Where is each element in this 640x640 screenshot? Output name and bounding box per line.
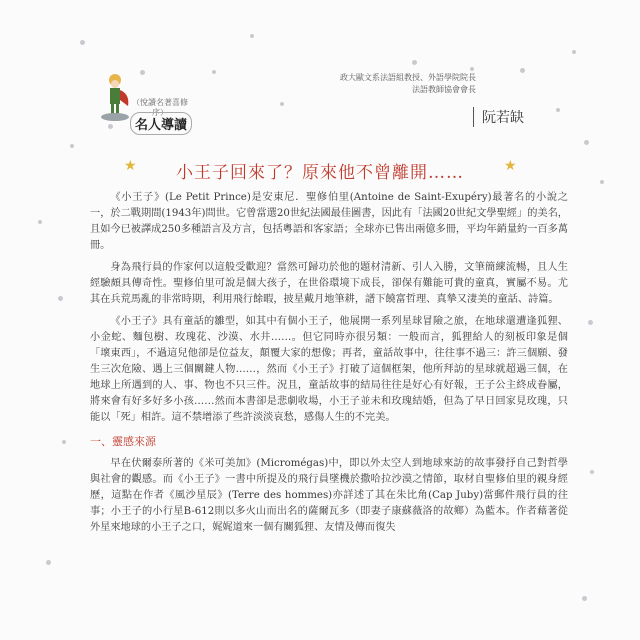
star-icon-right: ★ (504, 158, 517, 174)
author-role-line1: 政大歐文系法語組教授、外語學院院長 (340, 73, 476, 82)
author-name: 阮若缺 (473, 107, 560, 127)
paragraph: 身為飛行員的作家何以這般受歡迎？當然可歸功於他的題材清新、引人入勝，文筆簡練流暢，且人生經驗頗具傳奇性。聖修伯里可說是個大孩子，在世俗環境下成長，卻保有難能可貴的童真，實屬不易。尤其在兵荒馬亂的非常時期，利用飛行餘暇，披星戴月地筆耕，譜下饒富哲理、真摯又淒美的童話、詩篇。 (90, 262, 568, 305)
author-role (276, 72, 476, 96)
article-body (90, 190, 568, 542)
header (100, 72, 560, 152)
page-title: 小王子回來了？原來他不曾離開…… (176, 163, 464, 183)
little-prince-icon (100, 72, 130, 122)
title-row (120, 158, 520, 183)
series-label: （悅讀名著喜修序） (132, 98, 188, 118)
paragraph: 早在伏爾泰所著的《米可美加》(Micromégas)中，即以外太空人到地球來訪的故事發抒自己對哲學與社會的觀感。而《小王子》一書中所提及的飛行員墜機於撒哈拉沙漠之情節，取材自聖修伯里的親身經歷，這點在作者《風沙星辰》(Terre des hommes)亦詳述了其在朱比角(Cap Juby)當郵件飛行員的往事；小王子的小行星B-612則以多火山而出名的薩爾瓦多（即妻子康蘇薇洛的故鄉）為藍本。作者藉著從外星來地球的小王子之口，娓娓道來一個有關狐狸、友情及傳而復失 (90, 458, 568, 533)
star-icon-left: ★ (124, 158, 137, 174)
paragraph: 《小王子》具有童話的雛型，如其中有個小王子，他展開一系列星球冒險之旅，在地球還遭逢狐狸、小金蛇、麵包樹、玫瑰花、沙漠、水井……。但它同時亦很另類：一般而言，狐狸給人的刻板印象是個「壞東西」，不過這兒他卻是位益友，顛覆大家的想像；再者，童話故事中，往往事不過三：許三個願、發生三次危險、遇上三個關鍵人物……，然而《小王子》打破了這個框架，他所拜訪的星球就超過三個，在地球上所遇到的人、事、物也不只三件。況且，童話故事的結局往往是好心有好報，王子公主終成眷屬，將來會有好多好多小孩……然而本書卻是悲劇收場，小王子並未和玫瑰結婚，但為了早日回家見玫瑰，只能以「死」相許。這不禁增添了些許淡淡哀愁，感傷人生的不完美。 (90, 316, 568, 423)
section-heading: 一、靈感來源 (90, 435, 156, 448)
paragraph: 《小王子》(Le Petit Prince)是安東尼．聖修伯里(Antoine de Saint-Exupéry)最著名的小說之一，於二戰期間(1943年)問世。它曾當選20世紀法國最佳圖書，因此有「法國20世紀文學聖經」的美名，且如今已被譯成250多種語言及方言，包括粵語和客家語；全球亦已售出兩億多冊，平均年銷量約一百多萬冊。 (90, 192, 568, 251)
author-role-line2: 法語教師協會會長 (412, 85, 476, 94)
series-title: 名人導讀 (130, 112, 192, 135)
